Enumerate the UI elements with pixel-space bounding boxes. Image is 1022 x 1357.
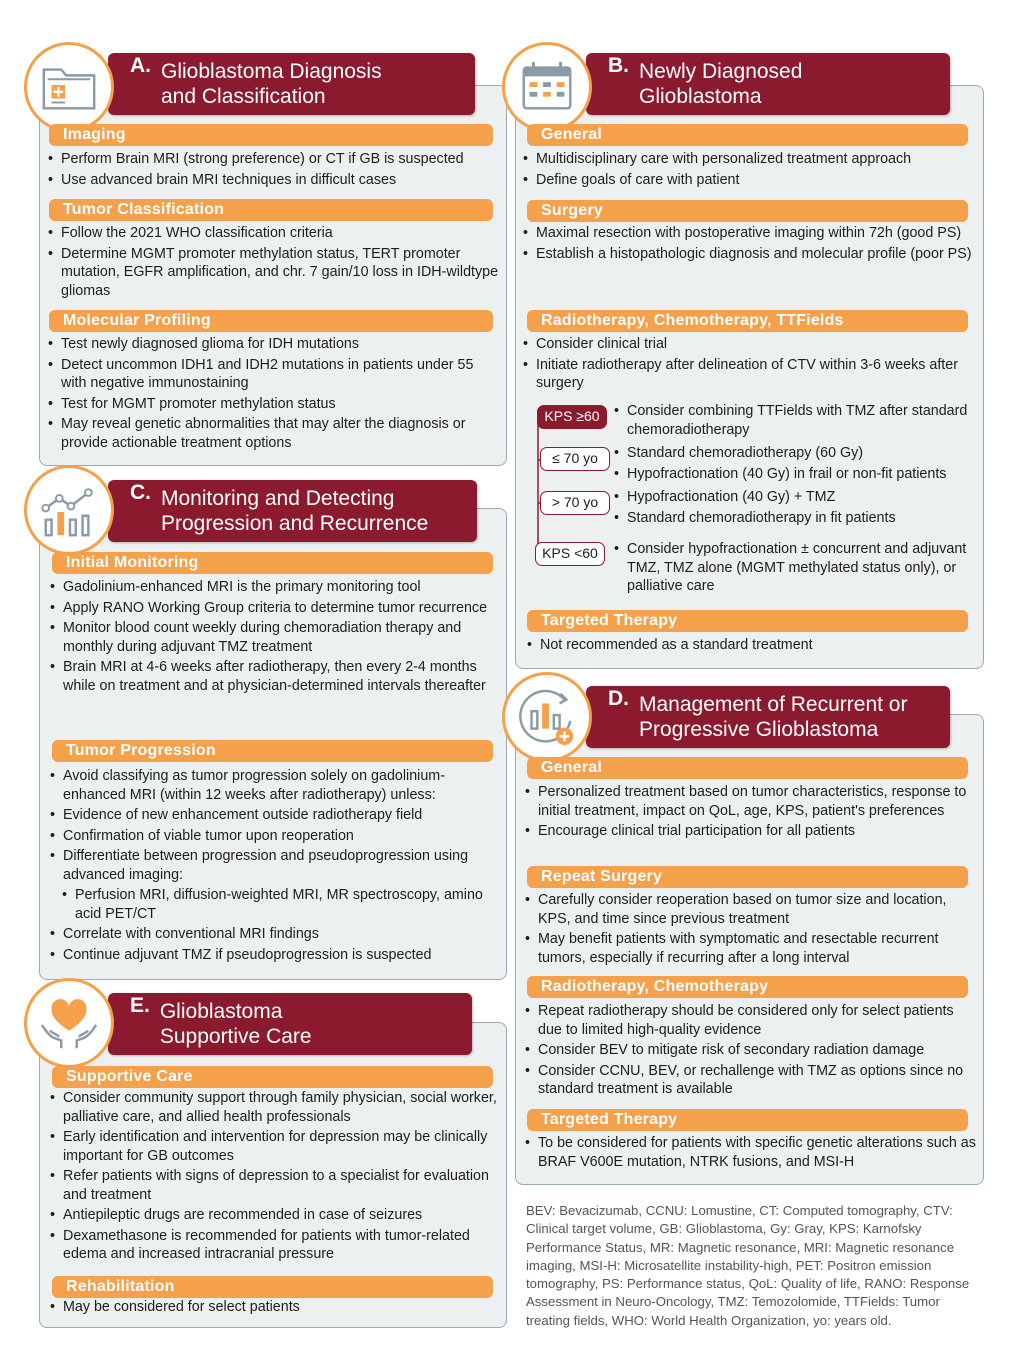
section-d-title-line1: Management of Recurrent or — [639, 693, 908, 716]
list-item: • Standard chemoradiotherapy in fit patients — [613, 509, 975, 528]
section-a-profiling-list — [47, 335, 499, 454]
section-a-profiling-header: Molecular Profiling — [49, 310, 493, 332]
section-a-banner — [108, 53, 475, 115]
list-item: • Test newly diagnosed glioma for IDH mutations — [47, 335, 499, 354]
list-item: • Consider combining TTFields with TMZ after standard chemoradiotherapy — [613, 402, 973, 439]
list-item: • Early identification and intervention for depression may be clinically important for GB outcomes — [49, 1128, 501, 1165]
list-item: • Initiate radiotherapy after delineation of CTV within 3-6 weeks after surgery — [522, 356, 977, 393]
list-item: • Test for MGMT promoter methylation status — [47, 395, 499, 414]
list-item: • To be considered for patients with specific genetic alterations such as BRAF V600E mutation, NTRK fusions, and MSI-H — [524, 1134, 976, 1171]
list-item: • Consider clinical trial — [522, 335, 977, 354]
list-item: • Personalized treatment based on tumor characteristics, response to initial treatment, impact on QoL, age, KPS, patient's preferences — [524, 783, 976, 820]
list-item: • May be considered for select patients — [49, 1298, 501, 1317]
section-d-letter: D. — [608, 687, 629, 710]
list-item: • Perfusion MRI, diffusion-weighted MRI, MR spectroscopy, amino acid PET/CT — [49, 886, 501, 923]
section-c-title-line2: Progression and Recurrence — [161, 512, 429, 535]
abbreviations-footnote: BEV: Bevacizumab, CCNU: Lomustine, CT: Computed tomography, CTV: Clinical target volume, GB: Glioblastoma, Gy: Gray, KPS: Karnofsky Performance Status, MR: Magnetic resonance, MRI: Magnetic resonance imaging, MSI-H: Microsatellite instability-high, PET: Positron emission tomography, PS: Performance status, QoL: Quality of life, RANO: Response Assessment in Neuro-Oncology, TMZ: Temozolomide, TTFields: Tumor treating fields, WHO: World Health Organization, yo: years old. — [526, 1203, 970, 1328]
list-item: • Apply RANO Working Group criteria to determine tumor recurrence — [49, 599, 501, 618]
section-b-rct-list — [522, 335, 977, 395]
kps-lt60-tag: KPS <60 — [535, 542, 605, 566]
list-item: • Avoid classifying as tumor progression solely on gadolinium-enhanced MRI (within 12 weeks after radiotherapy) unless: — [49, 767, 501, 804]
heart-hands-icon — [38, 992, 100, 1054]
list-item: • Standard chemoradiotherapy (60 Gy) — [613, 444, 975, 463]
section-b-general-header: General — [527, 124, 968, 146]
section-d-targeted-list — [524, 1134, 976, 1173]
line-bar-chart-icon — [38, 479, 100, 541]
section-c-initial-header: Initial Monitoring — [52, 552, 493, 574]
section-a-imaging-list — [47, 150, 499, 191]
section-e-supportive-header: Supportive Care — [52, 1066, 493, 1088]
list-item: • Confirmation of viable tumor upon reoperation — [49, 827, 501, 846]
decision-tree-connector — [528, 415, 548, 555]
le70-tag: ≤ 70 yo — [540, 447, 610, 471]
folder-medical-icon — [38, 56, 100, 118]
section-a-classification-list — [47, 224, 499, 302]
section-c-progression-header: Tumor Progression — [52, 740, 493, 762]
list-item: • Multidisciplinary care with personalized treatment approach — [522, 150, 977, 169]
list-item: • Perform Brain MRI (strong preference) or CT if GB is suspected — [47, 150, 499, 169]
list-item: • Monitor blood count weekly during chemoradiation therapy and monthly during adjuvant TMZ treatment — [49, 619, 501, 656]
section-d-targeted-header: Targeted Therapy — [527, 1109, 968, 1131]
section-b-general-list — [522, 150, 977, 191]
section-e-icon-circle — [24, 978, 114, 1068]
section-a-title-line1: Glioblastoma Diagnosis — [161, 60, 382, 83]
section-d-rct-list — [524, 1002, 976, 1101]
gt70-tag: > 70 yo — [540, 491, 610, 515]
list-item: • Hypofractionation (40 Gy) in frail or non-fit patients — [613, 465, 975, 484]
list-item: • Antiepileptic drugs are recommended in case of seizures — [49, 1206, 501, 1225]
list-item: • May reveal genetic abnormalities that may alter the diagnosis or provide actionable treatment options — [47, 415, 499, 452]
list-item: • Repeat radiotherapy should be considered only for select patients due to limited high-quality evidence — [524, 1002, 976, 1039]
list-item: • Define goals of care with patient — [522, 171, 977, 190]
calendar-icon — [516, 56, 578, 118]
section-e-title-line2: Supportive Care — [159, 1025, 312, 1048]
kps-lt60-list — [613, 540, 975, 598]
section-e-letter: E. — [130, 994, 150, 1017]
list-item: • Determine MGMT promoter methylation status, TERT promoter mutation, EGFR amplification, and chr. 7 gain/10 loss in IDH-wildtype gliomas — [47, 245, 499, 301]
section-a-letter: A. — [130, 54, 151, 77]
section-b-surgery-header: Surgery — [527, 200, 968, 222]
section-c-banner — [108, 480, 477, 542]
list-item: • Consider CCNU, BEV, or rechallenge with TMZ as options since no standard treatment is available — [524, 1062, 976, 1099]
section-c-progression-list — [49, 767, 501, 966]
section-d-rct-header: Radiotherapy, Chemotherapy — [527, 976, 968, 998]
section-c-icon-circle — [24, 465, 114, 555]
list-item: • Maximal resection with postoperative imaging within 72h (good PS) — [522, 224, 977, 243]
list-item: • Differentiate between progression and pseudoprogression using advanced imaging: — [49, 847, 501, 884]
list-item: • May benefit patients with symptomatic and resectable recurrent tumors, especially if recurring after a long interval — [524, 930, 976, 967]
section-a-title-line2: and Classification — [161, 85, 326, 108]
list-item: • Gadolinium-enhanced MRI is the primary monitoring tool — [49, 578, 501, 597]
list-item: • Hypofractionation (40 Gy) + TMZ — [613, 488, 975, 507]
list-item: • Establish a histopathologic diagnosis and molecular profile (poor PS) — [522, 245, 977, 264]
section-d-banner — [586, 686, 950, 748]
list-item: • Carefully consider reoperation based on tumor size and location, KPS, and time since previous treatment — [524, 891, 976, 928]
section-b-surgery-list — [522, 224, 977, 265]
list-item: • Consider hypofractionation ± concurrent and adjuvant TMZ, TMZ alone (MGMT methylated status only), or palliative care — [613, 540, 975, 596]
section-b-letter: B. — [608, 54, 629, 77]
section-e-banner — [108, 993, 472, 1055]
list-item: • Evidence of new enhancement outside radiotherapy field — [49, 806, 501, 825]
list-item: • Use advanced brain MRI techniques in difficult cases — [47, 171, 499, 190]
list-item: • Consider BEV to mitigate risk of secondary radiation damage — [524, 1041, 976, 1060]
section-a-imaging-header: Imaging — [49, 124, 493, 146]
section-b-targeted-header: Targeted Therapy — [527, 610, 968, 632]
section-d-general-list — [524, 783, 976, 843]
recurrence-chart-plus-icon — [516, 686, 578, 748]
list-item: • Encourage clinical trial participation for all patients — [524, 822, 976, 841]
list-item: • Consider community support through family physician, social worker, palliative care, and allied health professionals — [49, 1089, 501, 1126]
gt70-list — [613, 488, 975, 529]
list-item: • Dexamethasone is recommended for patients with tumor-related edema and increased intracranial pressure — [49, 1227, 501, 1264]
list-item: • Brain MRI at 4-6 weeks after radiotherapy, then every 2-4 months while on treatment and at physician-determined intervals thereafter — [49, 658, 501, 695]
section-b-title-line2: Glioblastoma — [639, 85, 762, 108]
section-d-general-header: General — [527, 757, 968, 779]
section-a-classification-header: Tumor Classification — [49, 199, 493, 221]
kps-ge60-list — [613, 402, 973, 441]
section-d-surgery-list — [524, 891, 976, 969]
section-c-initial-list — [49, 578, 501, 697]
le70-list — [613, 444, 975, 485]
section-b-icon-circle — [502, 42, 592, 132]
list-item: • Follow the 2021 WHO classification criteria — [47, 224, 499, 243]
section-b-banner — [586, 53, 950, 115]
section-d-surgery-header: Repeat Surgery — [527, 866, 968, 888]
section-d-title-line2: Progressive Glioblastoma — [639, 718, 879, 741]
section-b-targeted-list — [526, 636, 976, 657]
list-item: • Detect uncommon IDH1 and IDH2 mutations in patients under 55 with negative immunostaining — [47, 356, 499, 393]
section-e-rehab-list — [49, 1298, 501, 1319]
list-item: • Not recommended as a standard treatment — [526, 636, 976, 655]
kps-ge60-tag: KPS ≥60 — [537, 405, 607, 429]
section-e-supportive-list — [49, 1089, 501, 1266]
list-item: • Correlate with conventional MRI findings — [49, 925, 501, 944]
section-c-letter: C. — [130, 481, 151, 504]
section-b-title-line1: Newly Diagnosed — [639, 60, 803, 83]
section-b-rct-header: Radiotherapy, Chemotherapy, TTFields — [527, 310, 968, 332]
section-d-icon-circle — [502, 672, 592, 762]
section-c-title-line1: Monitoring and Detecting — [161, 487, 395, 510]
section-e-rehab-header: Rehabilitation — [52, 1276, 493, 1298]
section-e-title-line1: Glioblastoma — [159, 1000, 283, 1023]
list-item: • Continue adjuvant TMZ if pseudoprogression is suspected — [49, 946, 501, 965]
section-a-icon-circle — [24, 42, 114, 132]
list-item: • Refer patients with signs of depression to a specialist for evaluation and treatment — [49, 1167, 501, 1204]
